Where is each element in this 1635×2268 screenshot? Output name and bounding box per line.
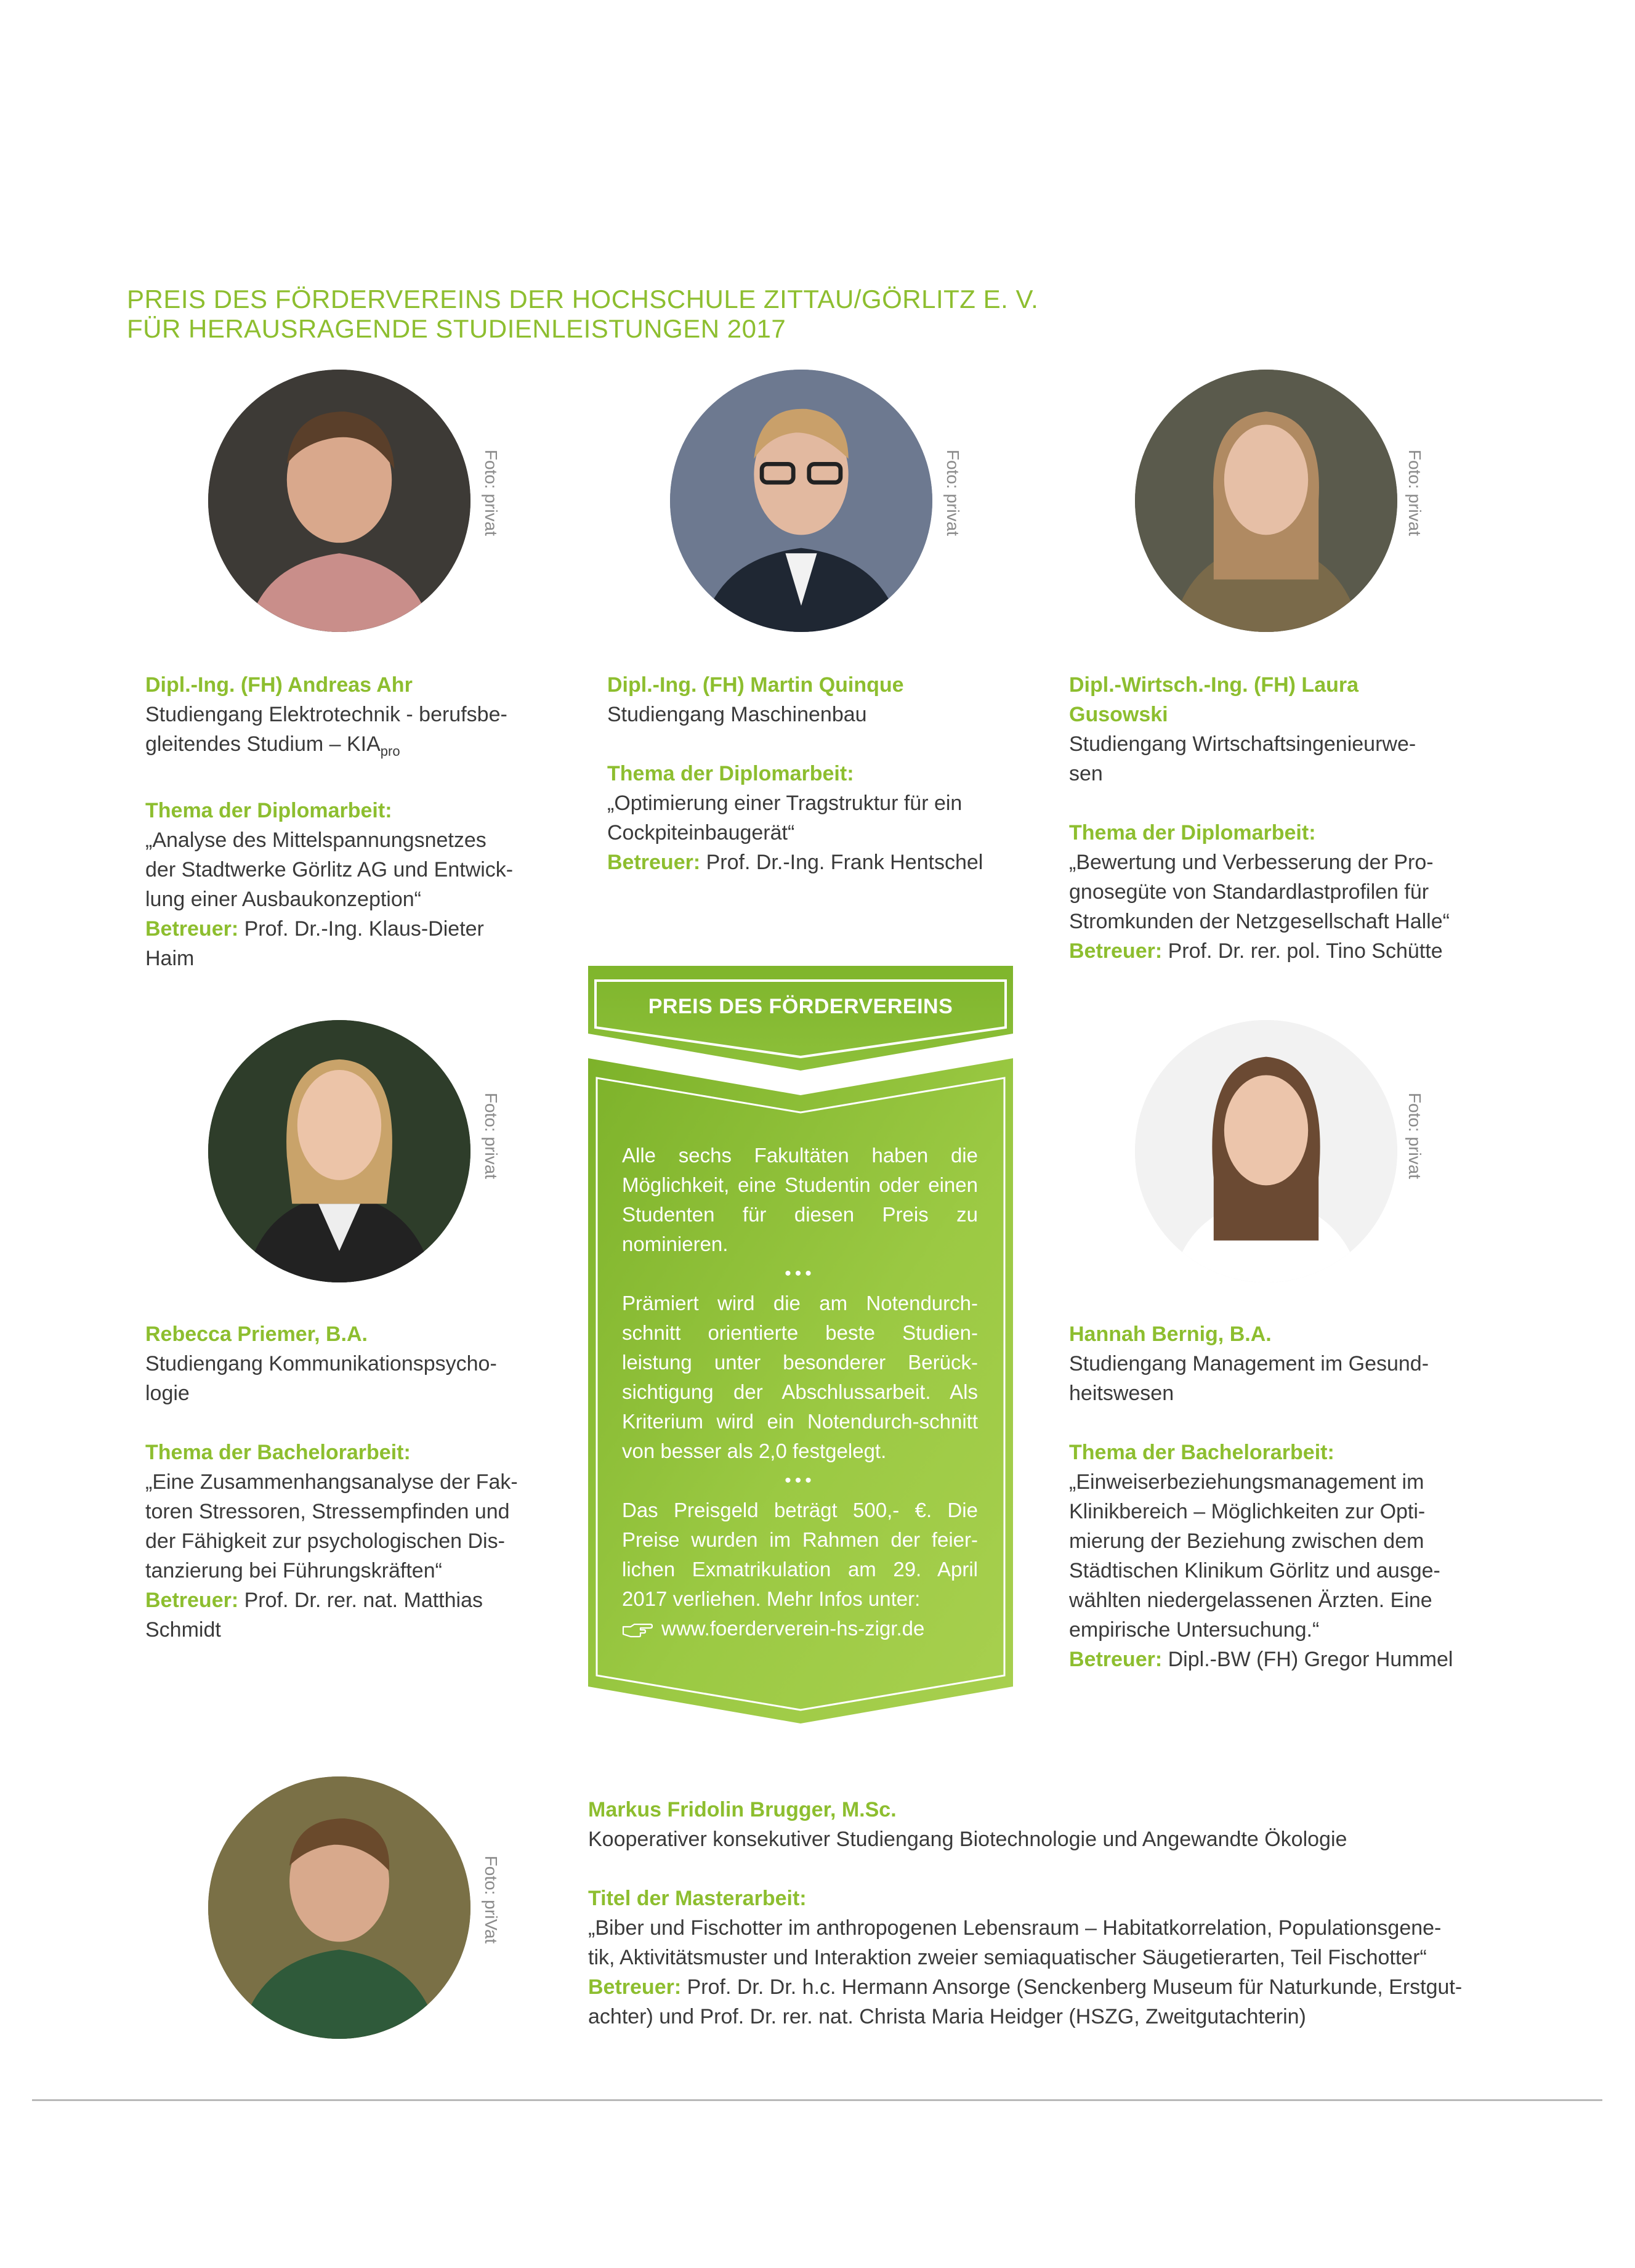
study-program: Studiengang Wirtschaftsingenieurwe- sen — [1069, 732, 1416, 785]
awardee-hannah-bernig — [1069, 1319, 1457, 1674]
person-portrait-icon — [208, 1776, 470, 2039]
supervisor: Betreuer: Prof. Dr. rer. pol. Tino Schütte — [1069, 939, 1443, 963]
study-program: Studiengang Elektrotechnik - berufsbe- gleitendes Studium – $KIA_{pro}$ — [145, 703, 507, 759]
awardee-name: Dipl.-Ing. (FH) Martin Quinque — [607, 673, 904, 697]
banner-paragraph: Prämiert wird die am Notendurch-schnitt orientierte beste Studien-leistung unter besonderer Berück-sichtigung der Abschlussarbeit. Als Kriterium wird ein Notendurch-schnitt von besser als 2,0 festgelegt. — [622, 1292, 978, 1462]
person-portrait-icon — [1135, 370, 1397, 632]
photo-rebecca-priemer — [208, 1020, 470, 1282]
thesis-title: „Einweiserbeziehungsmanagement im Klinikbereich – Möglichkeiten zur Opti- mierung der Beziehung zwischen dem Städtischen Klinikum Görlitz und ausge- wählten niedergelassenen Ärzten. Eine empirische Untersuchung.“ — [1069, 1470, 1440, 1642]
thesis-label: Thema der Bachelorarbeit: — [145, 1441, 411, 1464]
photo-credit: Foto: privat — [1405, 1092, 1424, 1180]
page-title-line-1: PREIS DES FÖRDERVEREINS DER HOCHSCHULE ZITTAU/GÖRLITZ E. V. — [127, 285, 1039, 314]
photo-martin-quinque — [670, 370, 932, 632]
awardee-name: Rebecca Priemer, B.A. — [145, 1322, 368, 1346]
awardee-martin-quinque — [607, 670, 995, 877]
thesis-title: „Eine Zusammenhangsanalyse der Fak- toren Stressoren, Stressempfinden und der Fähigkeit zur psychologischen Dis- tanzierung bei Führungskräften“ — [145, 1470, 518, 1582]
awardee-name: Markus Fridolin Brugger, M.Sc. — [588, 1798, 897, 1821]
thesis-label: Titel der Masterarbeit: — [588, 1887, 807, 1910]
thesis-label: Thema der Diplomarbeit: — [1069, 821, 1316, 844]
supervisor: Betreuer: Prof. Dr. Dr. h.c. Hermann Ansorge (Senckenberg Museum für Naturkunde, Erstgut- achter) und Prof. Dr. rer. nat. Christa Maria Heidger (HSZG, Zweitgutachterin) — [588, 1975, 1463, 2028]
photo-credit: Foto: privat — [482, 449, 501, 537]
pointing-hand-icon — [622, 1622, 653, 1638]
banner-paragraph: Das Preisgeld beträgt 500,- €. Die Preise wurden im Rahmen der feier-lichen Exmatrikulation am 29. April 2017 verliehen. Mehr Infos unter: — [622, 1499, 978, 1610]
awardee-laura-gusowski — [1069, 670, 1457, 966]
thesis-label: Thema der Bachelorarbeit: — [1069, 1441, 1334, 1464]
website-link[interactable] — [622, 1614, 978, 1643]
supervisor: Betreuer: Prof. Dr.-Ing. Klaus-Dieter Haim — [145, 917, 484, 970]
awardee-rebecca-priemer — [145, 1319, 533, 1645]
supervisor: Betreuer: Prof. Dr.-Ing. Frank Hentschel — [607, 851, 983, 874]
supervisor: Betreuer: Dipl.-BW (FH) Gregor Hummel — [1069, 1648, 1453, 1671]
awardee-name: Dipl.-Ing. (FH) Andreas Ahr — [145, 673, 413, 697]
study-program: Studiengang Kommunikationspsycho- logie — [145, 1352, 497, 1405]
photo-credit: Foto: privat — [1405, 449, 1424, 537]
banner-paragraph: Alle sechs Fakultäten haben die Möglichkeit, eine Studentin oder einen Studenten für diesen Preis zu nominieren. — [622, 1144, 978, 1255]
supervisor: Betreuer: Prof. Dr. rer. nat. Matthias Schmidt — [145, 1589, 483, 1642]
program-subscript: pro — [380, 743, 400, 759]
thesis-label: Thema der Diplomarbeit: — [145, 799, 392, 822]
photo-credit: Foto: privat — [482, 1092, 501, 1180]
person-portrait-icon — [670, 370, 932, 632]
thesis-label: Thema der Diplomarbeit: — [607, 762, 854, 785]
thesis-title: „Analyse des Mittelspannungsnetzes der Stadtwerke Görlitz AG und Entwick- lung einer Ausbaukonzeption“ — [145, 828, 514, 911]
study-program: Kooperativer konsekutiver Studiengang Biotechnologie und Angewandte Ökologie — [588, 1828, 1347, 1851]
photo-credit: Foto: privat — [943, 449, 963, 537]
awardee-andreas-ahr — [145, 670, 533, 973]
awardee-name: Hannah Bernig, B.A. — [1069, 1322, 1272, 1346]
person-portrait-icon — [208, 1020, 470, 1282]
photo-hannah-bernig — [1135, 1020, 1397, 1282]
photo-andreas-ahr — [208, 370, 470, 632]
thesis-title: „Biber und Fischotter im anthropogenen Lebensraum – Habitatkorrelation, Populationsgene- tik, Aktivitätsmuster und Interaktion zweier semiaquatischer Säugetierarten, Teil Fischotter“ — [588, 1916, 1442, 1969]
awardee-markus-brugger — [588, 1795, 1478, 2031]
photo-markus-brugger — [208, 1776, 470, 2039]
person-portrait-icon — [208, 370, 470, 632]
person-portrait-icon — [1135, 1020, 1397, 1282]
photo-credit: Foto: priVat — [482, 1855, 501, 1944]
banner-text — [622, 1141, 978, 1643]
study-program: Studiengang Management im Gesund- heitswesen — [1069, 1352, 1429, 1405]
website-url[interactable]: www.foerderverein-hs-zigr.de — [661, 1617, 925, 1640]
thesis-title: „Optimierung einer Tragstruktur für ein Cockpiteinbaugerät“ — [607, 792, 963, 844]
page-title — [127, 285, 1235, 344]
study-program: Studiengang Maschinenbau — [607, 703, 867, 726]
photo-laura-gusowski — [1135, 370, 1397, 632]
thesis-title: „Bewertung und Verbesserung der Pro- gnosegüte von Standardlastprofilen für Stromkunden der Netzgesellschaft Halle“ — [1069, 851, 1450, 933]
separator-dots: ••• — [785, 1470, 815, 1491]
banner-title: PREIS DES FÖRDERVEREINS — [648, 995, 953, 1018]
bottom-divider — [32, 2099, 1602, 2101]
page-title-line-2: FÜR HERAUSRAGENDE STUDIENLEISTUNGEN 2017 — [127, 314, 786, 343]
awardee-name: Dipl.-Wirtsch.-Ing. (FH) Laura Gusowski — [1069, 673, 1359, 726]
separator-dots: ••• — [785, 1263, 815, 1284]
